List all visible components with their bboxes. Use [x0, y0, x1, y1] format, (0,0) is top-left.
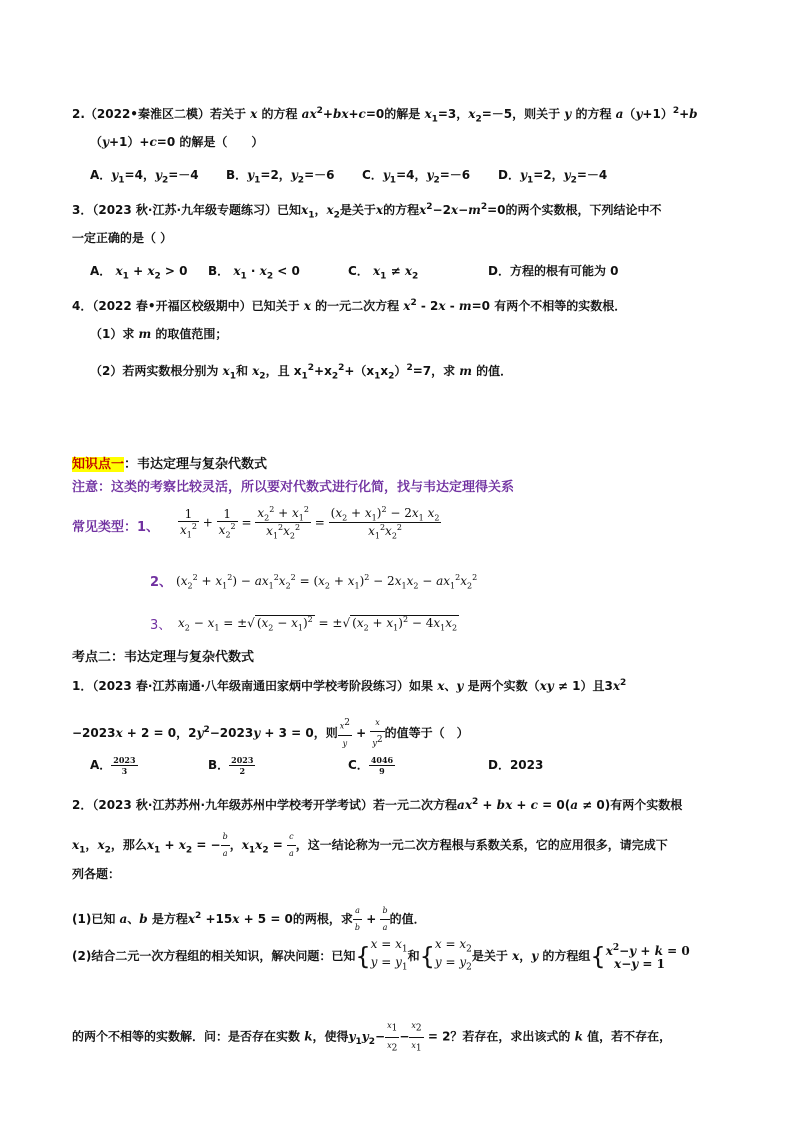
q3-option-c: C． $x_1 \ne x_2$: [348, 264, 419, 282]
q4-part2: （2）若两实数根分别为 $x_1$和 $x_2$，且 $x_1^2+x_2^2+(x_1x_2)^2=7$，求 m 的值．: [90, 363, 513, 382]
q2-line2: （y+1）+c=0 的解是（ ）: [90, 135, 264, 149]
s2-p1-option-a: A． $\frac{2023}{3}$: [90, 755, 136, 776]
s2-p1-line2: −2023x + 2 = 0，$2y^2-2023y + 3 = 0$，则 $\frac{x^2}{y}$ + $\frac{x}{y^2}$ 的值等于（ ）: [72, 715, 469, 752]
s2-p1-line1: 1．（2023 春·江苏南通·八年级南通田家炳中学校考阶段练习）如果 x、y 是两个实数（xy ≠ 1）且$3x^2$: [72, 678, 627, 693]
s2-p2-line3: 列各题：: [72, 867, 121, 881]
section2-title: 考点二：韦达定理与复杂代数式: [72, 650, 255, 665]
q2-option-c: C．$y_1=4$，$y_2=-6$: [362, 168, 471, 186]
s2-p1-option-c: C． $\frac{4046}{9}$: [348, 755, 394, 776]
type1-formula: $\frac{1}{x_1^2}$ + $\frac{1}{x_2^2}$ = $\frac{x_2^2 + x_1^2}{x_1^2x_2^2}$ = $\frac{(x_2 + x_1)^2 - 2x_1 x_2}{x_1^2x_2^2}$: [180, 505, 440, 541]
types-label: 常见类型：1、: [72, 520, 160, 535]
q2-option-a: A．$y_1=4$，$y_2=-4$: [90, 168, 199, 186]
q2-option-d: D．$y_1=2$，$y_2=-4$: [498, 168, 608, 186]
type3-label: 3、: [150, 618, 172, 633]
s2-p1-option-d: D．2023: [488, 758, 544, 772]
q3-option-a: A． $x_1 + x_2 > 0$: [90, 264, 188, 282]
type3-formula: $x_2 - x_1$ = ±√ $(x_2 - x_1)^2$ = ±√ $(x_2 + x_1)^2 - 4x_1x_2$: [178, 615, 458, 633]
s2-p1-option-b: B． $\frac{2023}{2}$: [208, 755, 254, 776]
q4-line1: 4．（2022 春•开福区校级期中）已知关于 x 的一元二次方程 $x^2 - 2x - m=0$ 有两个不相等的实数根．: [72, 298, 627, 313]
q3-line2: 一定正确的是（ ）: [72, 231, 173, 245]
type2-label: 2、: [150, 575, 173, 590]
s2-p2-sub2: (2)结合二元一次方程组的相关知识，解决问题：已知{$x = x_1$ $y = y_1$和{$x = x_2$ $y = y_2$是关于 x，y 的方程组{$x^2-y + k = 0$ x−y = 1: [72, 937, 690, 973]
q3-option-b: B． $x_1 \cdot x_2 < 0$: [208, 264, 300, 282]
q3-option-d: D．方程的根有可能为 0: [488, 264, 619, 278]
s2-p2-line6: 的两个不相等的实数解．问：是否存在实数 k，使得$y_1y_2-$ $\frac{x_1}{x_2}$ − $\frac{x_2}{x_1}$ = 2？若存在，求出该式的 k 值，若不存在，: [72, 1018, 671, 1056]
q4-part1: （1）求 m 的取值范围；: [90, 327, 228, 341]
q2-option-b: B．$y_1=2$，$y_2=-6$: [226, 168, 335, 186]
q3-line1: 3．（2023 秋·江苏·九年级专题练习）已知$x_1$，$x_2$是关于x的方程$x^2-2x-m^2=0$的两个实数根，下列结论中不: [72, 202, 662, 221]
type2-formula: $(x_2^2 + x_1^2) - ax_1^2x_2^2 = (x_2 + x_1)^2 - 2x_1x_2 - ax_1^2x_2^2$: [176, 573, 478, 591]
knowledge-note: 注意：这类的考察比较灵活，所以要对代数式进行化简，找与韦达定理得关系: [72, 480, 515, 495]
s2-p2-sub1: (1)已知 a、b 是方程$x^2 +15x + 5 = 0$的两根，求 $\frac{a}{b}$ + $\frac{b}{a}$ 的值．: [72, 903, 426, 936]
knowledge-tag: 知识点一: [72, 457, 125, 472]
q2-line1: 2.（2022•秦淮区二模）若关于 x 的方程 $ax^2+bx+c=0$的解是 $x_1=3$，$x_2=-5$，则关于 y 的方程 $a(y+1)^2+b$: [72, 106, 698, 125]
knowledge-title: 知识点一：韦达定理与复杂代数式: [72, 457, 268, 472]
s2-p2-line1: 2．（2023 秋·江苏苏州·九年级苏州中学校考开学考试）若一元二次方程$ax^2$ + bx + c = 0(a ≠ 0)有两个实数根: [72, 797, 683, 812]
s2-p2-line2: $x_1$，$x_2$，那么$x_1 + x_2$ = − $\frac{b}{a}$ ，$x_1x_2$ = $\frac{c}{a}$ ，这一结论称为一元二次方程根与系数关系，它的应用很多，请完成下: [72, 829, 668, 862]
